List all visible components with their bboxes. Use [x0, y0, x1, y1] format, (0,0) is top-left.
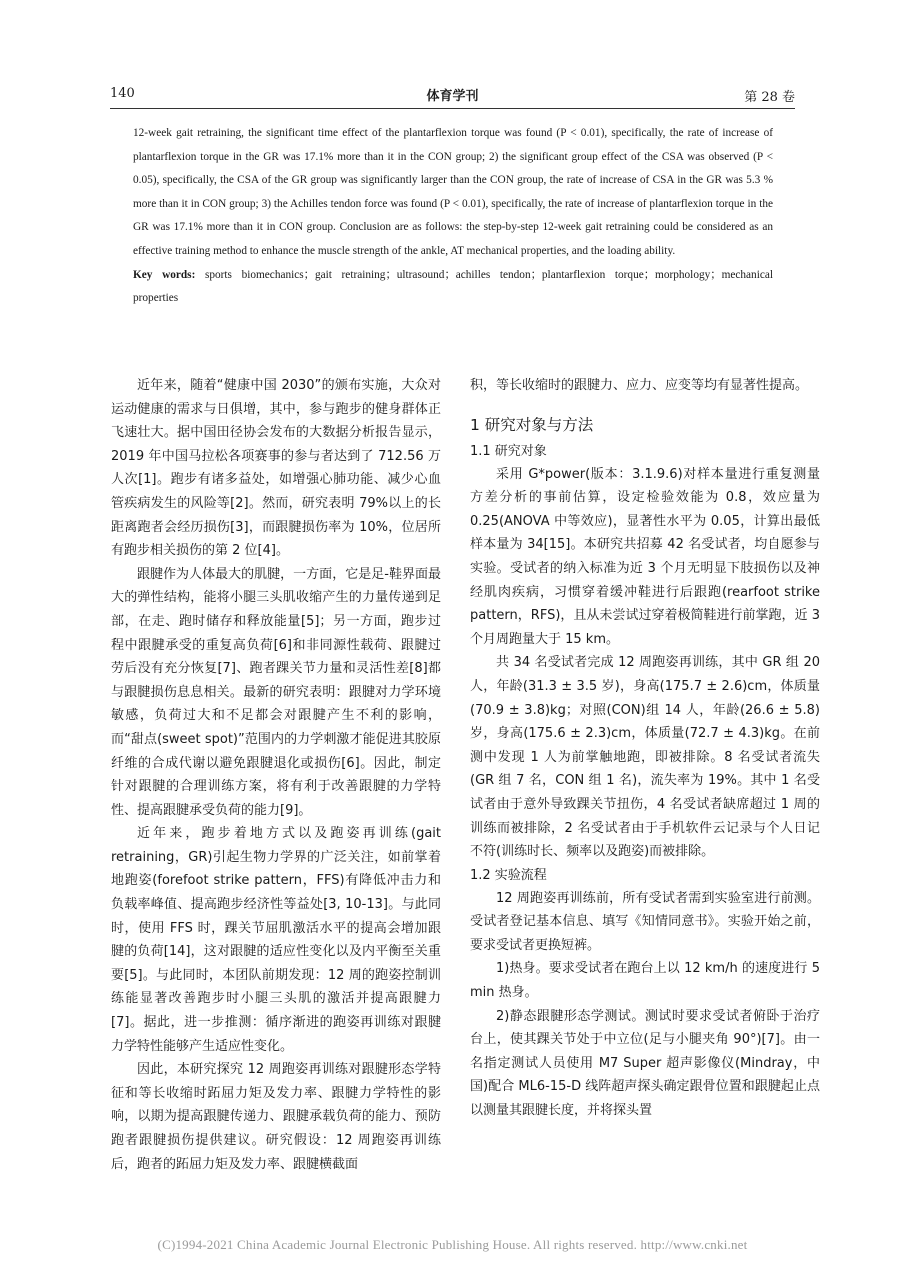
header-rule — [110, 108, 795, 109]
section-heading: 1 研究对象与方法 — [470, 415, 594, 434]
paragraph: 近年来，跑步着地方式以及跑姿再训练(gait retraining，GR)引起生物力学界的广泛关注，如前掌着地跑姿(forefoot strike pattern，FFS)有降低冲击力和负载率峰值、提高跑步经济性等益处[3, 10-13]。与此同时，使用 FFS 时，踝关节屈肌激活水平的提高会增加跟腱的负荷[14]，这对跟腱的适应性变化以及内平衡至关重要[5]。与此同时，本团队前期发现：12 周的跑姿控制训练能显著改善跑步时小腿三头肌的激活并提高跟腱力[7]。据此，进一步推测：循序渐进的跑姿再训练对跟腱力学特性能够产生适应性变化。 — [111, 826, 441, 1054]
paragraph: 采用 G*power(版本：3.1.9.6)对样本量进行重复测量方差分析的事前估算，设定检验效能为 0.8，效应量为 0.25(ANOVA 中等效应)，显著性水平为 0.05，计算出最低样本量为 34[15]。本研究共招募 42 名受试者，均自愿参与实验。受试者的纳入标准为近 3 个月无明显下肢损伤以及神经肌肉疾病，习惯穿着缓冲鞋进行后跟跑(rearfoot strike pattern，RFS)，且从未尝试过穿着极简鞋进行前掌跑，近 3 个月周跑量大于 15 km。 — [470, 466, 820, 647]
paragraph: 2)静态跟腱形态学测试。测试时要求受试者俯卧于治疗台上，使其踝关节处于中立位(足与小腿夹角 90°)[7]。由一名指定测试人员使用 M7 Super 超声影像仪(Mindray，中国)配合 ML6-15-D 线阵超声探头确定跟骨位置和跟腱起止点以测量其跟腱长度，并将探头置 — [470, 1008, 820, 1119]
right-column — [470, 374, 820, 1123]
abstract-text: 12-week gait retraining, the significant time effect of the plantarflexion torque was found (P < 0.01), specifically, the rate of increase of plantarflexion torque in the GR was 17.1% more than it in the CON group; 2) the significant group effect of the CSA was observed (P < 0.05), specifically, the CSA of the GR group was significantly larger than the CON group, the rate of increase of CSA in the GR was 5.3 % more than it in CON group; 3) the Achilles tendon force was found (P < 0.01), specifically, the rate of increase of plantarflexion torque in the GR was 17.1% more than it in CON group. Conclusion are as follows: the step-by-step 12-week gait retraining could be considered as an effective training method to enhance the muscle strength of the ankle, AT mechanical properties, and the loading ability. — [133, 127, 773, 257]
subsection-heading: 1.2 实验流程 — [470, 867, 547, 883]
page-number: 140 — [110, 86, 135, 101]
journal-title: 体育学刊 — [426, 89, 479, 104]
subsection-heading: 1.1 研究对象 — [470, 443, 547, 459]
left-column — [111, 374, 441, 1176]
volume-label: 第 28 卷 — [744, 90, 795, 105]
paragraph: 跟腱作为人体最大的肌腱，一方面，它是足-鞋界面最大的弹性结构，能将小腿三头肌收缩产生的力量传递到足部，在走、跑时储存和释放能量[5]；另一方面，跑步过程中跟腱承受的重复高负荷[6]和非同源性载荷、跟腱过劳后没有充分恢复[7]、跑者踝关节力量和灵活性差[8]都与跟腱损伤息息相关。最新的研究表明：跟腱对力学环境敏感，负荷过大和不足都会对跟腱产生不利的影响，而“甜点(sweet spot)”范围内的力学刺激才能促进其胶原纤维的合成代谢以避免跟腱退化或损伤[6]。因此，制定针对跟腱的合理训练方案，将有利于改善跟腱的力学特性、提高跟腱承受负荷的能力[9]。 — [111, 566, 441, 818]
paragraph: 因此，本研究探究 12 周跑姿再训练对跟腱形态学特征和等长收缩时跖屈力矩及发力率、跟腱力学特性的影响，以期为提高跟腱传递力、跟腱承载负荷的能力、预防跑者跟腱损伤提供建议。研究假设：12 周跑姿再训练后，跑者的跖屈力矩及发力率、跟腱横截面 — [111, 1062, 441, 1172]
keywords-label: Key words: — [133, 268, 196, 281]
running-header — [110, 84, 795, 106]
copyright-footer: (C)1994-2021 China Academic Journal Electronic Publishing House. All rights reserved. http://www.cnki.net — [157, 1237, 748, 1252]
keywords — [133, 264, 773, 311]
keywords-text: sports biomechanics；gait retraining；ultrasound；achilles tendon；plantarflexion torque；morphology；mechanical properties — [133, 268, 773, 305]
paragraph: 近年来，随着“健康中国 2030”的颁布实施，大众对运动健康的需求与日俱增，其中，参与跑步的健身群体正飞速壮大。据中国田径协会发布的大数据分析报告显示，2019 年中国马拉松各项赛事的参与者达到了 712.56 万人次[1]。跑步有诸多益处，如增强心肺功能、减少心血管疾病发生的风险等[2]。然而，研究表明 79%以上的长距离跑者会经历损伤[3]，而跟腱损伤率为 10%，位居所有跑步相关损伤的第 2 位[4]。 — [111, 378, 441, 559]
paragraph: 共 34 名受试者完成 12 周跑姿再训练，其中 GR 组 20 人，年龄(31.3 ± 3.5 岁)，身高(175.7 ± 2.6)cm，体质量(70.9 ± 3.8)kg；对照(CON)组 14 人，年龄(26.6 ± 5.8)岁，身高(175.6 ± 2.3)cm，体质量(72.7 ± 4.3)kg。在前测中发现 1 人为前掌触地跑，即被排除。8 名受试者流失(GR 组 7 名，CON 组 1 名)，流失率为 19%。其中 1 名受试者由于意外导致踝关节扭伤，4 名受试者缺席超过 1 周的训练而被排除，2 名受试者由于手机软件云记录与个人日记不符(训练时长、频率以及跑姿)而被排除。 — [470, 655, 820, 860]
paragraph: 积，等长收缩时的跟腱力、应力、应变等均有显著性提高。 — [470, 378, 809, 393]
english-abstract — [133, 122, 773, 311]
paragraph: 1)热身。要求受试者在跑台上以 12 km/h 的速度进行 5 min 热身。 — [470, 961, 820, 1001]
paragraph: 12 周跑姿再训练前，所有受试者需到实验室进行前测。受试者登记基本信息、填写《知情同意书》。实验开始之前，要求受试者更换短裤。 — [470, 890, 820, 953]
